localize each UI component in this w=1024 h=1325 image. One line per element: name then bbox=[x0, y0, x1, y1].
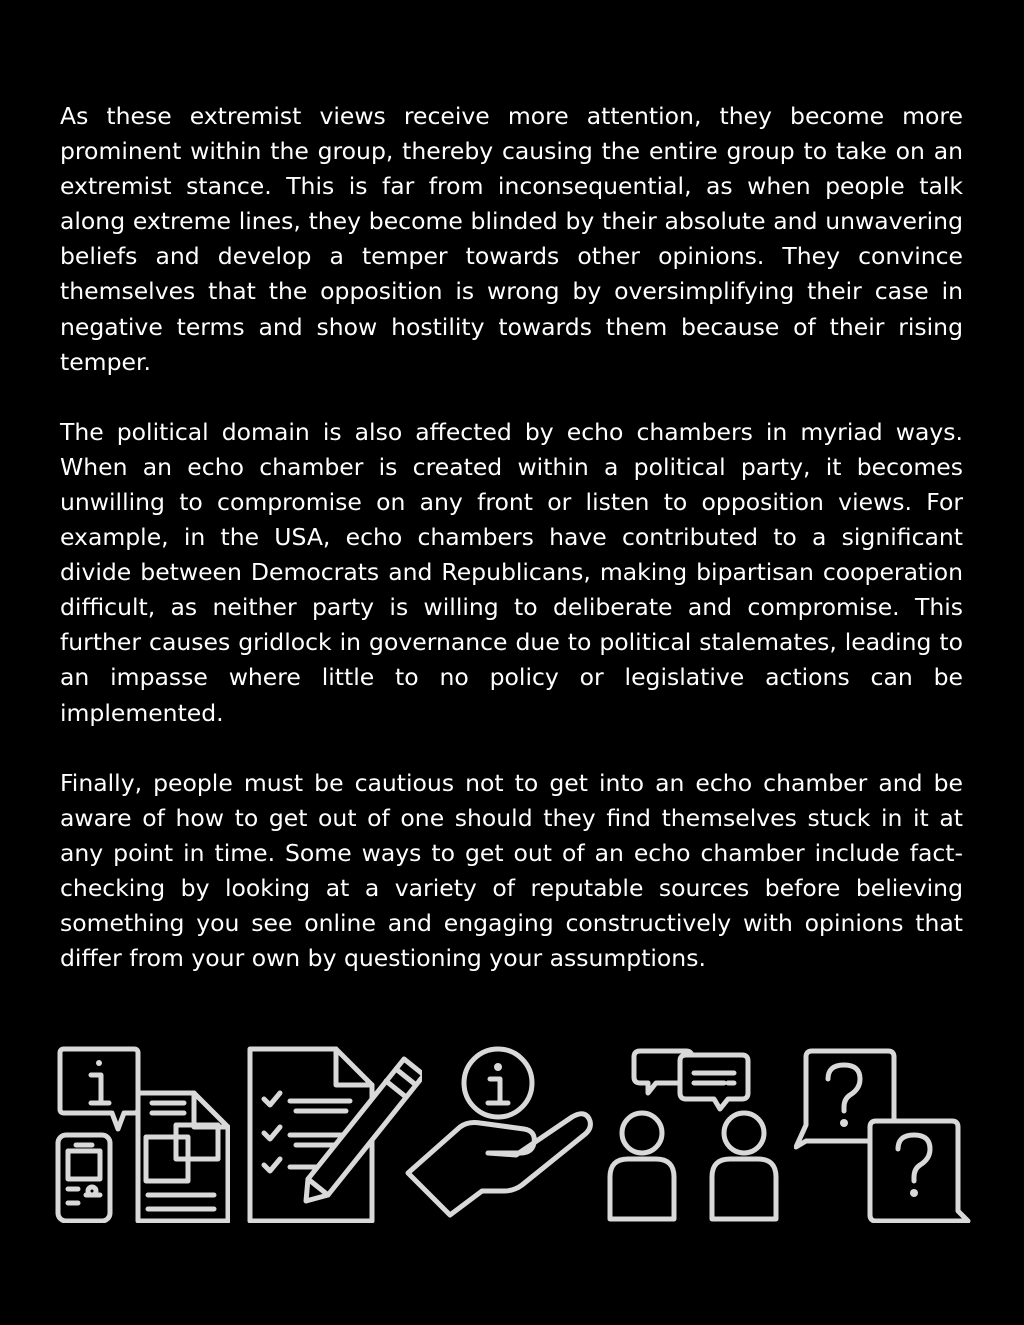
paragraph-extremist-views: As these extremist views receive more attention, they become more prominent within the group, thereby causing the entire group to take on an extremist stance. This is far from inconsequential, as when people talk along extreme lines, they become blinded by their absolute and unwavering beliefs and develop a temper towards other opinions. They convince themselves that the opposition is wrong by oversimplifying their case in negative terms and show hostility towards them because of their rising temper. bbox=[60, 102, 963, 376]
info-hand-icon bbox=[404, 1045, 594, 1223]
paragraph-escaping-echo-chamber: Finally, people must be cautious not to get into an echo chamber and be aware of how to get out of one should they find themselves stuck in it at any point in time. Some ways to get out of an echo chamber include fact-checking by looking at a variety of reputable sources before believing something you see online and engaging constructively with opinions that differ from your own by questioning your assumptions. bbox=[60, 768, 963, 973]
checklist-pencil-icon bbox=[246, 1045, 422, 1223]
info-document-phone-icon bbox=[54, 1045, 230, 1223]
two-people-chat-icon bbox=[606, 1045, 782, 1223]
question-bubbles-icon bbox=[794, 1045, 974, 1223]
article-body bbox=[60, 99, 963, 1011]
paragraph-political-domain: The political domain is also affected by echo chambers in myriad ways. When an echo chamber is created within a political party, it becomes unwilling to compromise on any front or listen to opposition views. For example, in the USA, echo chambers have contributed to a significant divide between Democrats and Republicans, making bipartisan cooperation difficult, as neither party is willing to deliberate and compromise. This further causes gridlock in governance due to political stalemates, leading to an impasse where little to no policy or legislative actions can be implemented. bbox=[60, 417, 963, 727]
icon-row bbox=[50, 1045, 974, 1227]
